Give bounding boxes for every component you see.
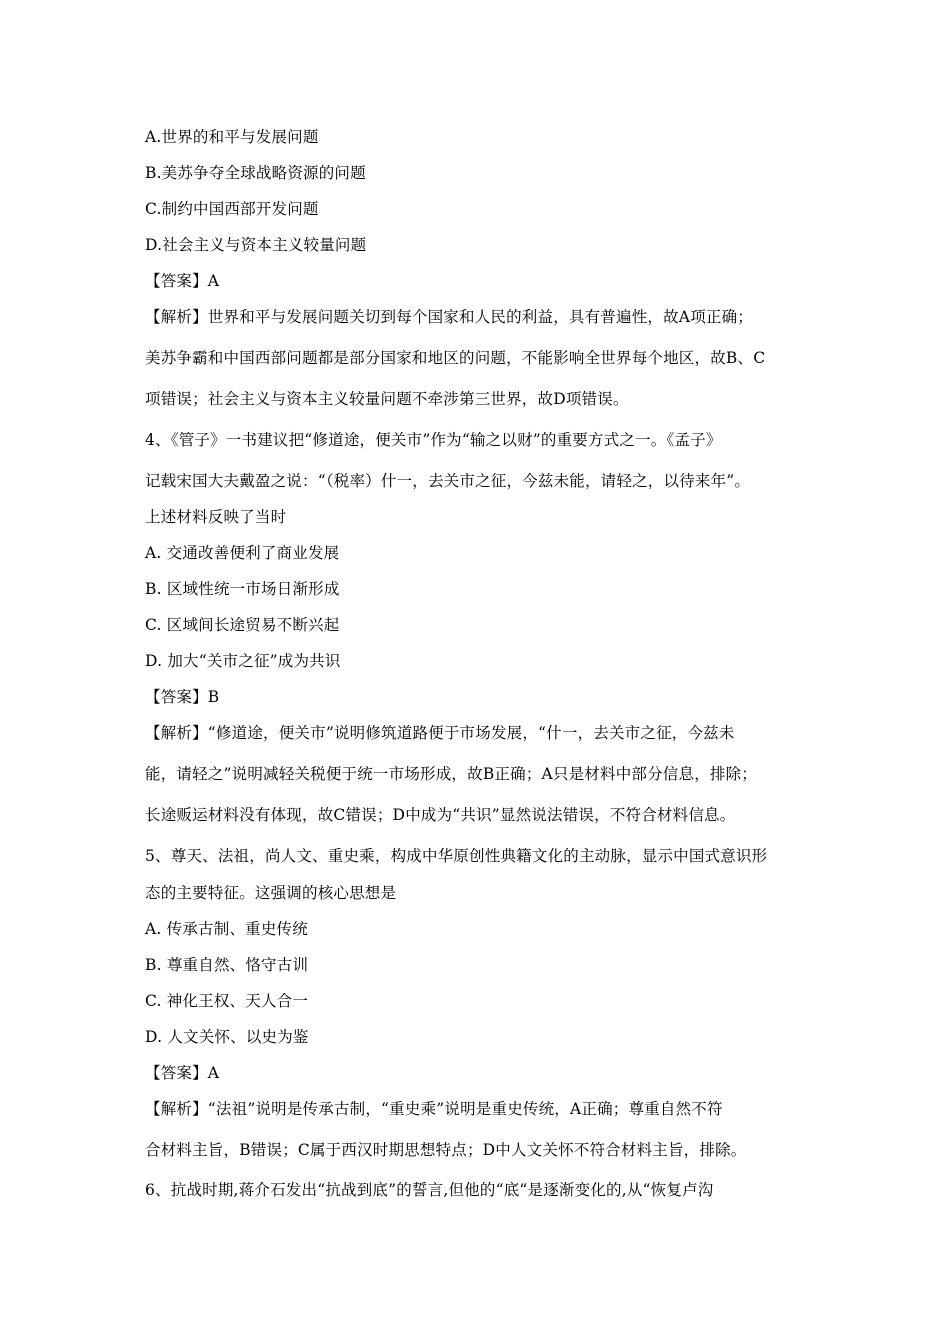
answer-line: 【答案】A (145, 272, 220, 290)
option-a-line: A. 传承古制、重史传统 (145, 920, 308, 938)
analysis-line: 长途贩运材料没有体现，故C错误；D中成为“共识”显然说法错误，不符合材料信息。 (145, 806, 736, 824)
analysis-line: 美苏争霸和中国西部问题都是部分国家和地区的问题，不能影响全世界每个地区，故B、C (145, 349, 766, 367)
question-5-line: 态的主要特征。这强调的核心思想是 (145, 884, 397, 902)
answer-line: 【答案】A (145, 1064, 220, 1082)
option-b-line: B.美苏争夺全球战略资源的问题 (145, 164, 366, 182)
question-4-line: 记载宋国大夫戴盈之说：“（税率）什一，去关市之征，今兹未能，请轻之，以待来年”。 (145, 472, 751, 490)
option-c-line: C. 神化王权、天人合一 (145, 992, 309, 1010)
option-d-line: D. 人文关怀、以史为鉴 (145, 1028, 309, 1046)
option-c-line: C.制约中国西部开发问题 (145, 200, 319, 218)
question-4-line: 上述材料反映了当时 (145, 508, 287, 526)
option-c-line: C. 区域间长途贸易不断兴起 (145, 616, 340, 634)
analysis-line: 能，请轻之”说明减轻关税便于统一市场形成，故B正确；A只是材料中部分信息，排除； (145, 765, 758, 783)
option-a-line: A. 交通改善便利了商业发展 (145, 544, 340, 562)
option-d-line: D. 加大“关市之征”成为共识 (145, 652, 341, 670)
answer-line: 【答案】B (145, 688, 220, 706)
analysis-line: 【解析】世界和平与发展问题关切到每个国家和人民的利益，具有普遍性，故A项正确； (145, 308, 753, 326)
analysis-line: 合材料主旨，B错误；C属于西汉时期思想特点；D中人文关怀不符合材料主旨，排除。 (145, 1141, 747, 1159)
question-5-line: 5、尊天、法祖，尚人文、重史乘，构成中华原创性典籍文化的主动脉，显示中国式意识形 (145, 847, 768, 865)
option-d-line: D.社会主义与资本主义较量问题 (145, 236, 367, 254)
question-6-line: 6、抗战时期,蒋介石发出“抗战到底”的誓言,但他的“底“是逐渐变化的,从“恢复卢沟 (145, 1181, 714, 1199)
option-a-line: A.世界的和平与发展问题 (145, 128, 319, 146)
analysis-line: 【解析】“修道途，便关市”说明修筑道路便于市场发展，“什一，去关市之征，今兹未 (145, 724, 735, 742)
option-b-line: B. 尊重自然、恪守古训 (145, 956, 309, 974)
analysis-line: 【解析】“法祖”说明是传承古制，“重史乘”说明是重史传统，A正确；尊重自然不符 (145, 1100, 723, 1118)
option-b-line: B. 区域性统一市场日渐形成 (145, 580, 340, 598)
question-4-line: 4、《管子》一书建议把“修道途，便关市”作为“输之以财”的重要方式之一。《孟子》 (145, 431, 722, 449)
analysis-line: 项错误；社会主义与资本主义较量问题不牵涉第三世界，故D项错误。 (145, 390, 629, 408)
